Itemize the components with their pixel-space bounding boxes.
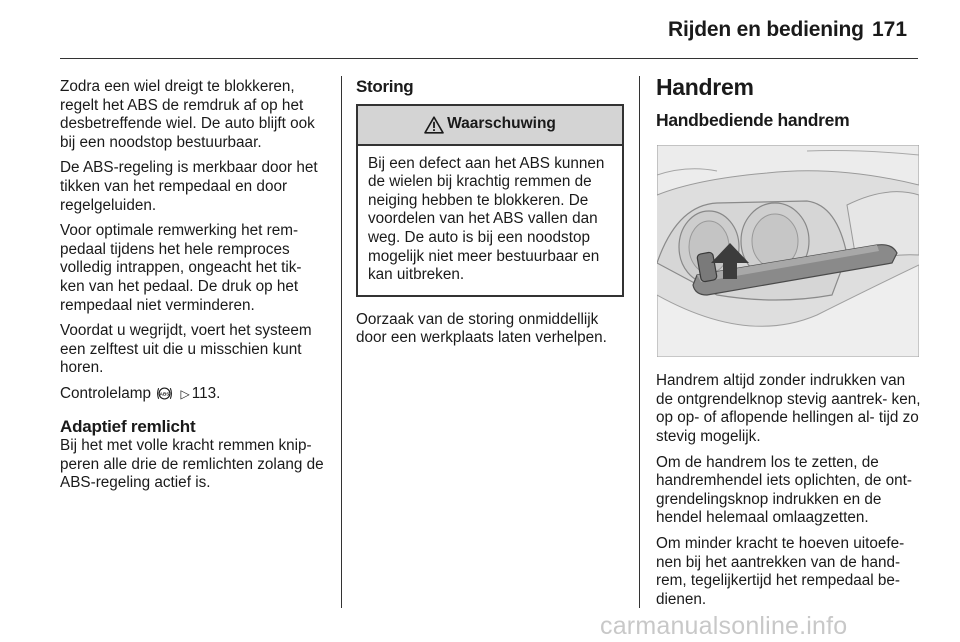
paragraph: Bij het met volle kracht remmen knip- peren alle drie de remlichten zolang de ABS-regeling actief is. [60, 437, 324, 492]
section-subheading: Adaptief remlicht [60, 416, 196, 436]
paragraph: Voordat u wegrijdt, voert het systeem een zelftest uit die u misschien kunt horen. [60, 322, 312, 377]
paragraph: Oorzaak van de storing onmiddellijk door een werkplaats laten verhelpen. [356, 310, 607, 347]
svg-text:ABS: ABS [159, 391, 170, 397]
column-divider-1 [341, 76, 342, 608]
warning-body: Bij een defect aan het ABS kunnen de wielen bij krachtig remmen de neiging hebben te blokkeren. De voordelen van het ABS vallen dan weg. De auto is bij een noodstop mogelijk niet meer bestuurbaar en kan uitbreken. [368, 154, 605, 284]
paragraph: De ABS-regeling is merkbaar door het tikken van het rempedaal en door regelgeluiden. [60, 159, 318, 214]
column-2 [356, 78, 624, 355]
handbrake-drawing [657, 145, 919, 357]
warning-box [356, 104, 624, 297]
page-number: 171 [872, 18, 908, 41]
paragraph: Om de handrem los te zetten, de handremhendel iets oplichten, de ont- grendelingsknop indrukken en de hendel helemaal omlaagzetten. [656, 453, 912, 527]
page-reference-icon: ▷ [180, 386, 190, 401]
warning-header [358, 106, 622, 146]
paragraph: Voor optimale remwerking het rem- pedaal tijdens het hele remproces volledig intrappen, ongeacht het tik- ken van het pedaal. De druk op het rempedaal niet verminderen. [60, 222, 302, 314]
paragraph: Zodra een wiel dreigt te blokkeren, regelt het ABS de remdruk af op het desbetreffende wiel. De auto blijft ook bij een noodstop bestuurbaar. [60, 78, 315, 151]
section-heading: Storing [356, 77, 414, 96]
section-subheading: Handbediende handrem [656, 109, 850, 130]
controlelamp-label: Controlelamp [60, 384, 151, 402]
controlelamp-page-ref[interactable]: 113. [191, 384, 221, 402]
column-divider-2 [639, 76, 640, 608]
column-3 [656, 74, 922, 616]
warning-triangle-icon [424, 116, 444, 134]
watermark: carmanualsonline.info [600, 612, 848, 640]
header-title: Rijden en bediening [668, 18, 864, 41]
abs-warning-icon [156, 386, 173, 401]
column-1 [60, 78, 328, 500]
paragraph: Om minder kracht te hoeven uitoefe- nen bij het aantrekken van de hand- rem, tegelijkertijd het rempedaal be- dienen. [656, 534, 905, 608]
header-divider [60, 58, 918, 59]
controlelamp-line [60, 385, 328, 404]
paragraph: Handrem altijd zonder indrukken van de ontgrendelknop stevig aantrek- ken, op op- of aflopende hellingen al- tijd zo stevig mogelijk. [656, 372, 921, 445]
section-heading: Handrem [656, 74, 754, 100]
warning-title: Waarschuwing [447, 115, 556, 133]
handbrake-illustration [657, 145, 919, 357]
